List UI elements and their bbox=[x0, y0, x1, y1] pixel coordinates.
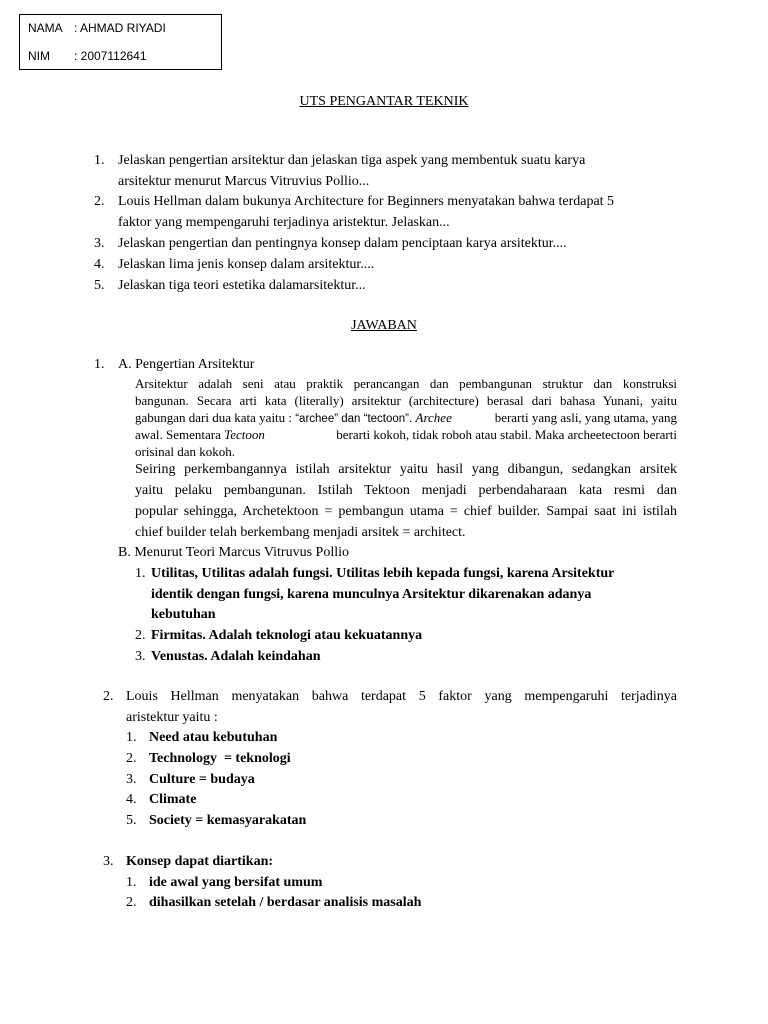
answer-1a-line: Seiring perkembangannya istilah arsitektur yaitu hasil yang dibangun, sedangkan arsitek bbox=[135, 462, 677, 477]
list-item-line: Utilitas, Utilitas adalah fungsi. Utilitas lebih kepada fungsi, karena Arsitektur bbox=[151, 566, 615, 581]
answer-number: 3. bbox=[103, 854, 114, 869]
question-number: 3. bbox=[94, 236, 105, 251]
question-line: faktor yang mempengaruhi terjadinya aristektur. Jelaskan... bbox=[118, 215, 450, 230]
nim-label: NIM bbox=[28, 49, 50, 63]
list-number: 5. bbox=[126, 813, 137, 828]
list-number: 3. bbox=[126, 772, 137, 787]
list-item: Culture = budaya bbox=[149, 772, 255, 787]
greek-words: “archee” dan “tectoon” bbox=[292, 413, 410, 425]
list-item: dihasilkan setelah / berdasar analisis masalah bbox=[149, 895, 422, 910]
list-item-line: Firmitas. Adalah teknologi atau kekuatannya bbox=[151, 628, 423, 643]
question-line: Jelaskan pengertian arsitektur dan jelaskan tiga aspek yang membentuk suatu karya bbox=[118, 153, 586, 168]
text-fragment: awal. Sementara bbox=[135, 427, 225, 442]
answer-2-line: aristektur yaitu : bbox=[126, 710, 218, 725]
answer-1a-line: yaitu pelaku pembangunan. Istilah Tektoon menjadi perbendaharaan kata resmi dan bbox=[135, 483, 677, 498]
list-number: 2. bbox=[126, 895, 137, 910]
list-item-line: Venustas. Adalah keindahan bbox=[151, 649, 321, 664]
text-fragment: berarti yang asli, yang utama, yang bbox=[494, 410, 677, 425]
nama-value: : AHMAD RIYADI bbox=[74, 21, 166, 35]
question-line: arsitektur menurut Marcus Vitruvius Pollio... bbox=[118, 174, 370, 189]
text-fragment: . bbox=[409, 410, 416, 425]
list-item: Technology = teknologi bbox=[149, 751, 291, 766]
question-line: Jelaskan pengertian dan pentingnya konsep dalam penciptaan karya arsitektur.... bbox=[118, 236, 567, 251]
answer-1a-heading: A. Pengertian Arsitektur bbox=[118, 357, 255, 372]
list-number: 2. bbox=[135, 628, 146, 643]
list-number: 1. bbox=[135, 566, 146, 581]
answer-3-heading: Konsep dapat diartikan: bbox=[126, 854, 274, 869]
nama-label: NAMA bbox=[28, 21, 63, 35]
answer-1a-line: Arsitektur adalah seni atau praktik perancangan dan pembangunan struktur dan konstruksi bbox=[135, 376, 677, 391]
nim-value: : 2007112641 bbox=[74, 49, 147, 63]
list-item: ide awal yang bersifat umum bbox=[149, 875, 323, 890]
list-item: Society = kemasyarakatan bbox=[149, 813, 307, 828]
list-number: 3. bbox=[135, 649, 146, 664]
answer-1a-line: chief builder telah berkembang menjadi arsitek = architect. bbox=[135, 525, 466, 540]
list-number: 2. bbox=[126, 751, 137, 766]
answer-number: 1. bbox=[94, 357, 105, 372]
question-line: Jelaskan lima jenis konsep dalam arsitektur.... bbox=[118, 257, 375, 272]
question-line: Louis Hellman dalam bukunya Architecture for Beginners menyatakan bahwa terdapat 5 bbox=[118, 194, 615, 209]
list-item: Need atau kebutuhan bbox=[149, 730, 278, 745]
list-number: 4. bbox=[126, 792, 137, 807]
identity-box bbox=[19, 14, 222, 70]
text-fragment: gabungan dari dua kata yaitu : bbox=[135, 410, 293, 425]
question-number: 2. bbox=[94, 194, 105, 209]
answer-2-line: Louis Hellman menyatakan bahwa terdapat 5 faktor yang mempengaruhi terjadinya bbox=[126, 689, 677, 704]
answer-1b-heading: B. Menurut Teori Marcus Vitruvus Pollio bbox=[118, 545, 349, 560]
answer-1a-line: popular sehingga, Archetektoon = pembangun utama = chief builder. Sampai saat ini istilah bbox=[135, 504, 677, 519]
list-item: Climate bbox=[149, 792, 197, 807]
answer-number: 2. bbox=[103, 689, 114, 704]
answers-title: JAWABAN bbox=[351, 318, 417, 333]
question-line: Jelaskan tiga teori estetika dalamarsitektur... bbox=[118, 278, 366, 293]
answer-1a-line bbox=[135, 426, 677, 443]
list-number: 1. bbox=[126, 730, 137, 745]
italic-term: Tectoon bbox=[224, 427, 265, 442]
text-fragment: berarti kokoh, tidak roboh atau stabil. Maka archeetectoon berarti bbox=[336, 427, 677, 442]
question-number: 4. bbox=[94, 257, 105, 272]
answer-1a-line: bangunan. Secara arti kata (literally) arsitektur (architecture) berasal dari bahasa Yunani, yaitu bbox=[135, 393, 677, 408]
list-number: 1. bbox=[126, 875, 137, 890]
answer-1a-line: orisinal dan kokoh. bbox=[135, 444, 236, 459]
answer-1a-line-part bbox=[135, 426, 265, 443]
list-item-line: kebutuhan bbox=[151, 607, 216, 622]
italic-term: Archee bbox=[415, 410, 452, 425]
nama-row bbox=[28, 21, 166, 35]
list-item-line: identik dengan fungsi, karena munculnya Arsitektur dikarenakan adanya bbox=[151, 587, 592, 602]
nim-row bbox=[28, 49, 147, 63]
exam-title: UTS PENGANTAR TEKNIK bbox=[299, 94, 469, 109]
question-number: 1. bbox=[94, 153, 105, 168]
question-number: 5. bbox=[94, 278, 105, 293]
